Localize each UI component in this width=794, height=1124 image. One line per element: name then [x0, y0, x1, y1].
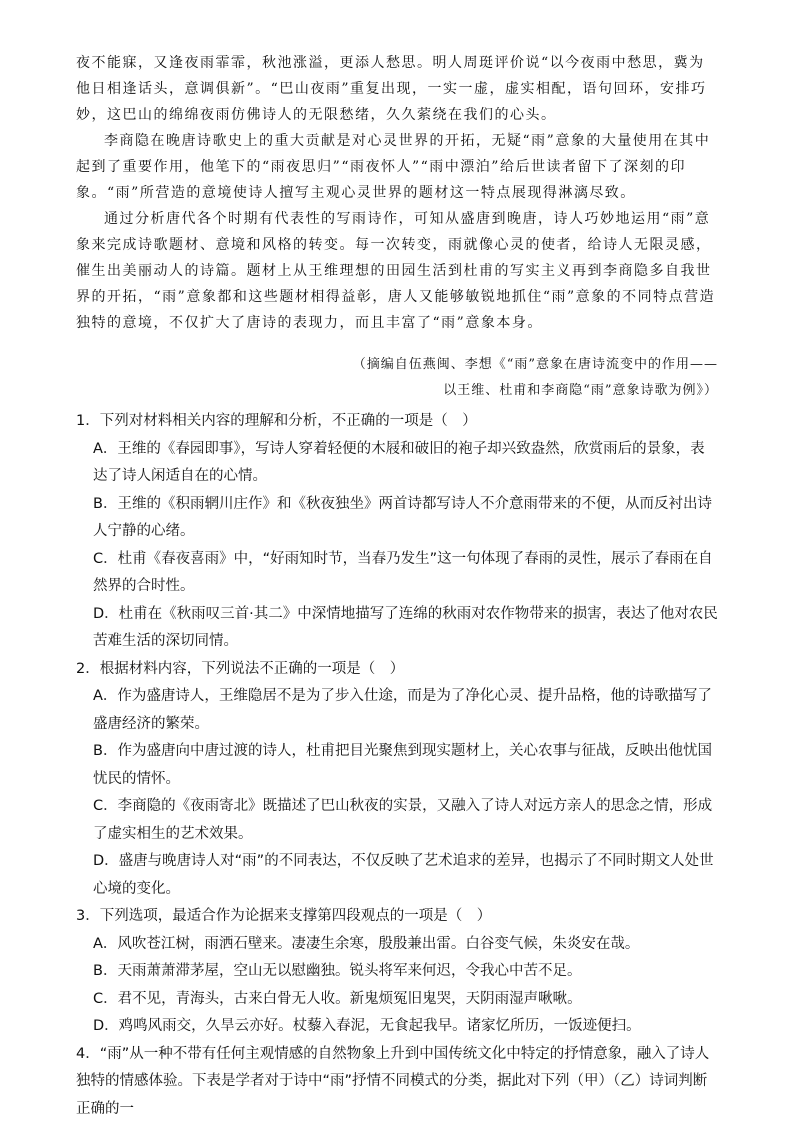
question-1 [76, 408, 718, 656]
question-2 [76, 656, 718, 904]
question-stem: 3．下列选项，最适合作为论据来支撑第四段观点的一项是（ ） [76, 908, 492, 924]
question-list [76, 408, 718, 1123]
source-citation-line: （摘编自伍燕闽、李想《“雨”意象在唐诗流变中的作用—— [352, 357, 718, 372]
question-3 [76, 903, 718, 1041]
option-b: B．王维的《积雨辋川庄作》和《秋夜独坐》两首诗都写诗人不介意雨带来的不便，从而反衬出诗人宁静的心绪。 [93, 495, 712, 539]
source-citation [76, 352, 718, 404]
option-d: D．杜甫在《秋雨叹三首·其二》中深情地描写了连绵的秋雨对农作物带来的损害，表达了他对农民苦难生活的深切同情。 [93, 605, 718, 649]
option-b: B．作为盛唐向中唐过渡的诗人，杜甫把目光聚焦到现实题材上，关心农事与征战，反映出他忧国忧民的情怀。 [93, 743, 712, 787]
question-stem: 1．下列对材料相关内容的理解和分析，不正确的一项是（ ） [76, 413, 477, 429]
option-d: D．鸡鸣风雨交，久旱云亦好。杖藜入春泥，无食起我早。诸家忆所历，一饭迹便扫。 [93, 1018, 641, 1034]
essay-paragraph: 夜不能寐，又逢夜雨霏霏，秋池涨溢，更添人愁思。明人周珽评价说“以今夜雨中愁思，冀为他日相逢话头，意调俱新”。“巴山夜雨”重复出现，一实一虚，虚实相配，语句回环，安排巧妙，这巴山的绵绵夜雨仿佛诗人的无限愁绪，久久萦绕在我们的心头。 [76, 55, 707, 123]
source-citation-line: 以王维、杜甫和李商隐“雨”意象诗歌为例》） [443, 383, 718, 398]
option-c: C．李商隐的《夜雨寄北》既描述了巴山秋夜的实景，又融入了诗人对远方亲人的思念之情，形成了虚实相生的艺术效果。 [93, 798, 713, 842]
question-4 [76, 1041, 718, 1124]
question-stem: 4．“雨”从一种不带有任何主观情感的自然物象上升到中国传统文化中特定的抒情意象，融入了诗人独特的情感体验。下表是学者对于诗中“雨”抒情不同模式的分类，据此对下列（甲）（乙）诗词判断正确的一 [76, 1045, 710, 1117]
option-c: C．杜甫《春夜喜雨》中，“好雨知时节，当春乃发生”这一句体现了春雨的灵性，展示了春雨在自然界的合时性。 [93, 550, 713, 594]
option-c: C．君不见，青海头，古来白骨无人收。新鬼烦冤旧鬼哭，天阴雨湿声啾啾。 [93, 990, 582, 1007]
essay-paragraph: 李商隐在晚唐诗歌史上的重大贡献是对心灵世界的开拓，无疑“雨”意象的大量使用在其中起到了重要作用，他笔下的“雨夜思归”“雨夜怀人”“雨中漂泊”给后世读者留下了深刻的印象。“雨”所营造的意境使诗人擅写主观心灵世界的题材这一特点展现得淋漓尽致。 [76, 133, 711, 201]
option-a: A．王维的《春园即事》，写诗人穿着轻便的木屐和破旧的袍子却兴致盎然，欣赏雨后的景象，表达了诗人闲适自在的心情。 [93, 440, 705, 484]
option-b: B．天雨萧萧滞茅屋，空山无以慰幽独。锐头将军来何迟，令我心中苦不足。 [93, 963, 582, 979]
essay-paragraph: 通过分析唐代各个时期有代表性的写雨诗作，可知从盛唐到晚唐，诗人巧妙地运用“雨”意象来完成诗歌题材、意境和风格的转变。每一次转变，雨就像心灵的使者，给诗人无限灵感，催生出美丽动人的诗篇。题材上从王维理想的田园生活到杜甫的写实主义再到李商隐多自我世界的开拓，“雨”意象都和这些题材相得益彰，唐人又能够敏锐地抓住“雨”意象的不同特点营造独特的意境，不仅扩大了唐诗的表现力，而且丰富了“雨”意象本身。 [76, 211, 716, 331]
essay-passage [76, 50, 718, 336]
option-a: A．风吹苍江树，雨洒石壁来。凄凄生余寒，殷殷兼出雷。白谷变气候，朱炎安在哉。 [93, 935, 640, 952]
question-stem: 2．根据材料内容，下列说法不正确的一项是（ ） [76, 660, 405, 677]
option-a: A．作为盛唐诗人，王维隐居不是为了步入仕途，而是为了净化心灵、提升品格，他的诗歌描写了盛唐经济的繁荣。 [93, 688, 712, 732]
option-d: D．盛唐与晚唐诗人对“雨”的不同表达，不仅反映了艺术追求的差异，也揭示了不同时期文人处世心境的变化。 [93, 853, 714, 897]
